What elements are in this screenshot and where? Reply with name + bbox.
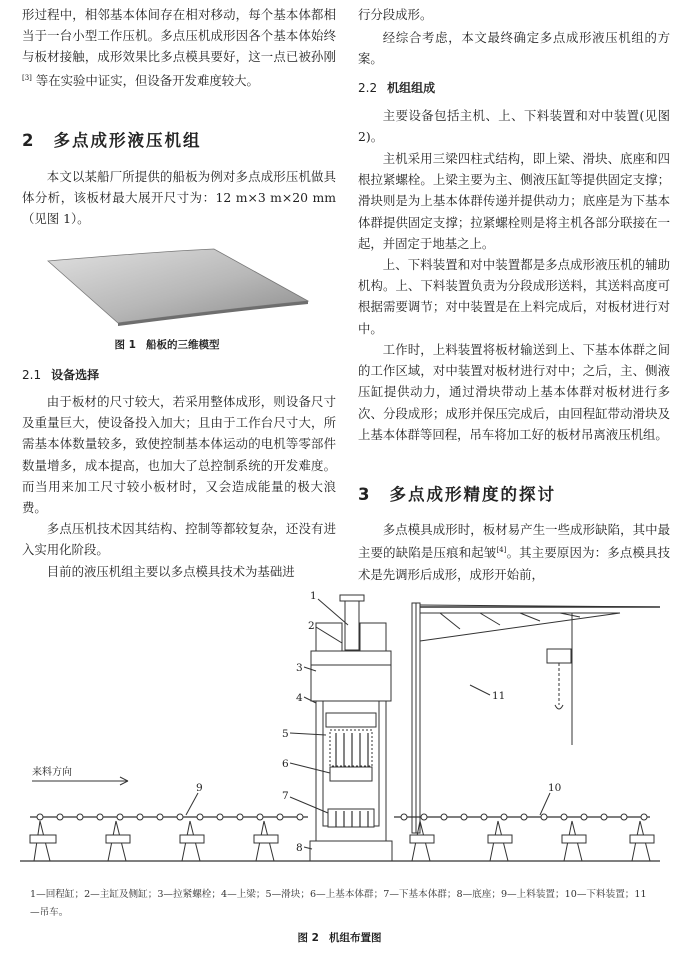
machine-layout-diagram	[20, 585, 660, 880]
subsection-2-1-title: 2.1 设备选择	[22, 368, 100, 382]
citation-3: [3]	[22, 73, 32, 82]
paragraph-2-1-b: 多点压机技术因其结构、控制等都较复杂，还没有进入实用化阶段。	[22, 521, 336, 558]
callout-5: 5	[282, 728, 289, 740]
paragraph-2-2-c: 上、下料装置和对中装置都是多点成形液压机的辅助机构。上、下料装置负责为分段成形送料，其送料高度可根据需要调节；对中装置是在上料完成后，对板材进行对中。	[358, 257, 670, 336]
paragraph-section-2: 本文以某船厂所提供的船板为例对多点成形压机做具体分析，该板材最大展开尺寸为：12 m×3 m×20 mm（见图 1）。	[22, 169, 336, 227]
citation-4: [4]	[496, 546, 507, 555]
paragraph-2-2-b: 主机采用三梁四柱式结构，即上梁、滑块、底座和四根拉紧螺栓。上梁主要为主、侧液压缸等提供固定支撑；滑块则是为上基本体群传递并提供动力；底座是为下基本体群提供固定支撑；拉紧螺栓则是将主机各部分联接在一起，并固定于地基之上。	[358, 151, 670, 251]
figure-1-caption: 图 1 船板的三维模型	[114, 339, 220, 351]
figure-2-caption: 图 2 机组布置图	[297, 932, 382, 944]
callout-6: 6	[282, 758, 289, 770]
callout-3: 3	[296, 662, 303, 674]
callout-4: 4	[296, 692, 303, 704]
paragraph-2-1-c: 目前的液压机组主要以多点模具技术为基础进	[46, 564, 295, 579]
paragraph-3-a: 多点模具成形时，板材易产生一些成形缺陷，其中最主要的缺陷是压痕和起皱[4]。其主要原因为：多点模具技术是先调形后成形，成形开始前，	[358, 522, 671, 582]
callout-9: 9	[196, 782, 203, 794]
callout-1: 1	[310, 590, 317, 602]
callout-10: 10	[548, 782, 562, 794]
section-2-title: 2 多点成形液压机组	[22, 131, 202, 150]
callout-8: 8	[296, 842, 303, 854]
section-3-title: 3 多点成形精度的探讨	[358, 485, 556, 504]
feed-direction-label: 来料方向	[32, 767, 72, 778]
paragraph-2-2-a: 主要设备包括主机、上、下料装置和对中装置(见图 2)。	[358, 108, 670, 145]
paragraph-continued: 行分段成形。	[358, 7, 433, 22]
subsection-2-2-title: 2.2 机组组成	[358, 81, 436, 95]
figure-2-legend: 1—回程缸；2—主缸及侧缸；3—拉紧螺栓；4—上梁；5—滑块；6—上基本体群；7—下基本体群；8—底座；9—上料装置；10—下料装置；11—吊车。	[30, 889, 647, 918]
callout-7: 7	[282, 790, 289, 802]
ship-plate-3d-model	[26, 243, 326, 328]
callout-11: 11	[492, 690, 506, 702]
paragraph-conclusion: 经综合考虑，本文最终确定多点成形液压机组的方案。	[358, 30, 670, 67]
paragraph-intro: 形过程中，相邻基本体间存在相对移动，每个基本体都相当于一台小型工作压机。多点压机成形因各个基本体始终与板材接触，成形效果比多点模具要好，这一点已被孙刚[3] 等在实验中证实，但设备开发难度较大。	[22, 7, 336, 88]
callout-2: 2	[308, 620, 315, 632]
paragraph-2-2-d: 工作时，上料装置将板材输送到上、下基本体群之间的工作区域，对中装置对板材进行对中；之后，主、侧液压缸提供动力，通过滑块带动上基本体群对板材进行多次、分段成形；成形并保压完成后，由回程缸带动滑块及上基本体群等回程，吊车将加工好的板材吊离液压机组。	[358, 342, 670, 442]
paragraph-2-1-a: 由于板材的尺寸较大，若采用整体成形，则设备尺寸及重量巨大，使设备投入加大；且由于工作台尺寸大，所需基本体数量较多，致使控制基本体运动的电机等零部件数量增多，成本提高，也加大了总控制系统的开发难度。而当用来加工尺寸较小板材时，又会造成能量的极大浪费。	[22, 394, 336, 516]
